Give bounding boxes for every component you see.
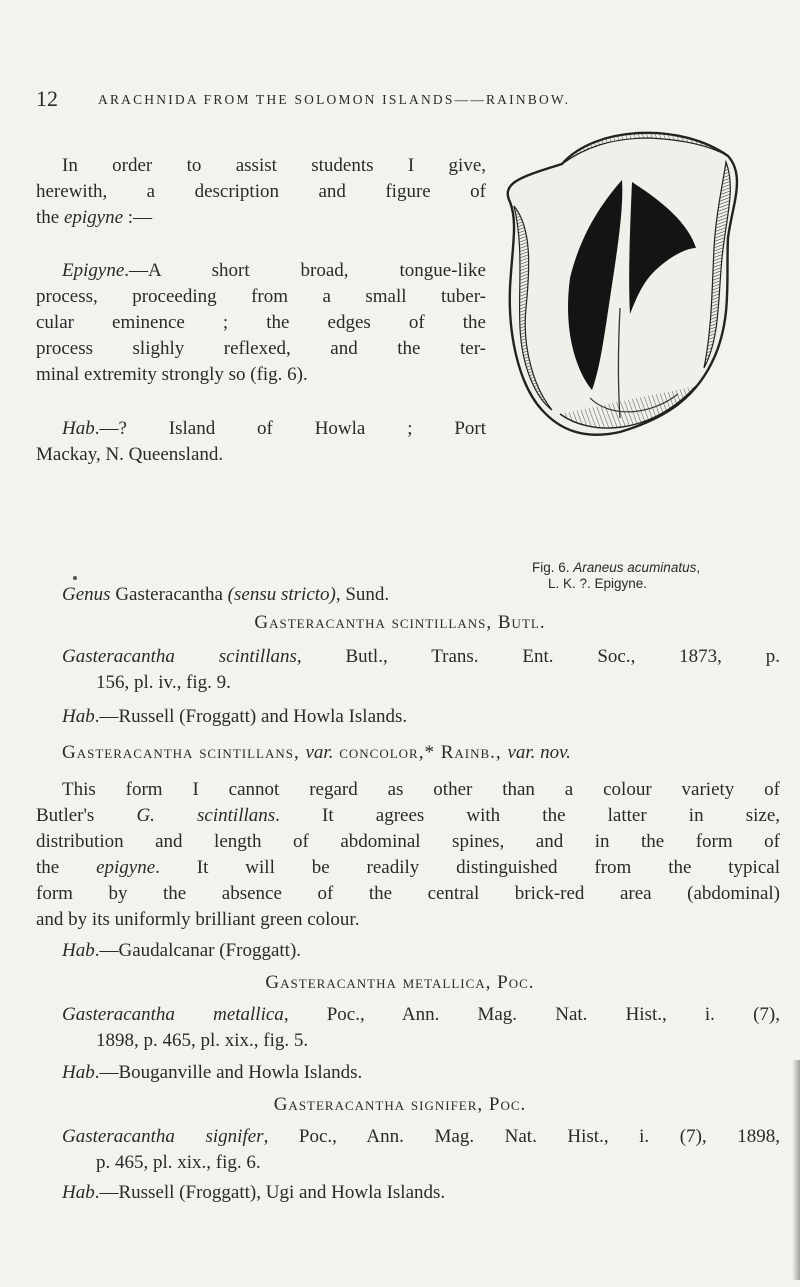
hab-metallica-label: Hab <box>62 1062 95 1083</box>
species-heading-signifer: Gasteracantha signifer, Poc. <box>273 1094 527 1115</box>
variety-heading-name: Gasteracantha scintillans, <box>62 742 306 763</box>
variety-line-4 <box>36 855 780 881</box>
species-heading-scintillans: Gasteracantha scintillans, Butl. <box>254 612 546 633</box>
hab-metallica-text: .—Bouganville and Howla Islands. <box>94 1062 363 1083</box>
intro-text: the <box>36 207 64 228</box>
hab-variety <box>62 938 301 964</box>
epigyne-desc-text: .—A short broad, tongue-like <box>124 260 486 281</box>
citation-signifer-line-2: p. 465, pl. xix., fig. 6. <box>96 1152 261 1173</box>
variety-var: var. <box>305 742 334 763</box>
citation-scintillans-name: Gasteracantha scintillans <box>62 646 297 667</box>
species-heading-metallica: Gasteracantha metallica, Poc. <box>265 972 535 993</box>
citation-scintillans-text: , Butl., Trans. Ent. Soc., 1873, p. <box>296 646 780 667</box>
variety-line-4-suffix: . It will be readily distinguished from the typical <box>155 857 780 878</box>
hab-variety-text: .—Gaudalcanar (Froggatt). <box>94 940 302 961</box>
citation-signifer-line-1 <box>62 1124 780 1150</box>
hab-signifer-text: .—Russell (Froggatt), Ugi and Howla Islands. <box>94 1182 446 1203</box>
caption-species: Araneus acuminatus <box>573 560 697 575</box>
intro-line-1: In order to assist students I give, <box>62 155 486 176</box>
caption-prefix: Fig. 6. <box>532 560 574 575</box>
hab-signifer <box>62 1180 445 1206</box>
variety-line-4-prefix: the <box>36 857 97 878</box>
variety-line-1: This form I cannot regard as other than a colour variety of <box>62 779 780 800</box>
intro-line-3 <box>36 205 152 231</box>
page-header <box>36 86 766 112</box>
hab-signifer-label: Hab <box>62 1182 95 1203</box>
epigyne-label: Epigyne <box>62 260 125 281</box>
genus-heading <box>62 582 389 608</box>
citation-metallica-line-1 <box>62 1002 780 1028</box>
hab-metallica <box>62 1060 362 1086</box>
variety-heading <box>62 740 571 766</box>
citation-scintillans-line-2: 156, pl. iv., fig. 9. <box>96 672 231 693</box>
epigyne-desc-line-1 <box>62 258 486 284</box>
epigyne-desc-line-2: process, proceeding from a small tuber- <box>36 286 486 307</box>
variety-line-4-italic: epigyne <box>96 857 156 878</box>
hab-label: Hab <box>62 418 95 439</box>
intro-epigyne-term: epigyne <box>63 207 124 228</box>
epigyne-figure <box>500 118 750 558</box>
epigyne-desc-line-3: cular eminence ; the edges of the <box>36 312 486 333</box>
genus-label: Genus <box>62 584 111 605</box>
intro-line-2: herewith, a description and figure of <box>36 181 486 202</box>
citation-signifer-name: Gasteracantha signifer <box>62 1126 264 1147</box>
hab-variety-label: Hab <box>62 940 95 961</box>
hab-scintillans-text: .—Russell (Froggatt) and Howla Islands. <box>94 706 408 727</box>
caption-line-2: L. K. ?. Epigyne. <box>548 576 648 591</box>
hab-scintillans-label: Hab <box>62 706 95 727</box>
variety-line-6: and by its uniformly brilliant green colour. <box>36 909 360 930</box>
variety-var-nov: var. nov. <box>507 742 571 763</box>
page-number: 12 <box>36 86 58 111</box>
variety-line-2 <box>36 803 780 829</box>
hab-scintillans <box>62 704 407 730</box>
hab-text: .—? Island of Howla ; Port <box>94 418 486 439</box>
genus-qualifier: (sensu stricto) <box>227 584 336 605</box>
variety-line-3: distribution and length of abdominal spines, and in the form of <box>36 831 780 852</box>
citation-metallica-line-2: 1898, p. 465, pl. xix., fig. 5. <box>96 1030 309 1051</box>
variety-line-2-italic: G. scintillans <box>136 805 276 826</box>
hab-line-2: Mackay, N. Queensland. <box>36 444 224 465</box>
intro-text-end: :— <box>123 207 153 228</box>
epigyne-desc-line-5: minal extremity strongly so (fig. 6). <box>36 364 308 385</box>
epigyne-desc-line-4: process slighly reflexed, and the ter- <box>36 338 486 359</box>
running-head: ARACHNIDA FROM THE SOLOMON ISLANDS——RAINBOW. <box>98 92 571 107</box>
caption-line-1 <box>532 560 700 575</box>
print-speck <box>73 576 77 580</box>
figure-outline <box>508 133 737 435</box>
figure-caption <box>532 560 700 592</box>
citation-metallica-name: Gasteracantha metallica <box>62 1004 284 1025</box>
caption-suffix: , <box>696 560 701 575</box>
variety-line-2-prefix: Butler's <box>36 805 137 826</box>
citation-scintillans-line-1 <box>62 644 780 670</box>
variety-line-2-suffix: . It agrees with the latter in size, <box>275 805 780 826</box>
variety-heading-concolor: concolor,* Rainb., <box>333 742 508 763</box>
hab-line-1 <box>62 416 486 442</box>
citation-signifer-text: , Poc., Ann. Mag. Nat. Hist., i. (7), 1898, <box>263 1126 780 1147</box>
variety-line-5: form by the absence of the central brick-red area (abdominal) <box>36 883 780 904</box>
scan-edge-shadow <box>792 1060 800 1280</box>
genus-author: , Sund. <box>335 584 390 605</box>
citation-metallica-text: , Poc., Ann. Mag. Nat. Hist., i. (7), <box>283 1004 780 1025</box>
genus-name: Gasteracantha <box>110 584 228 605</box>
